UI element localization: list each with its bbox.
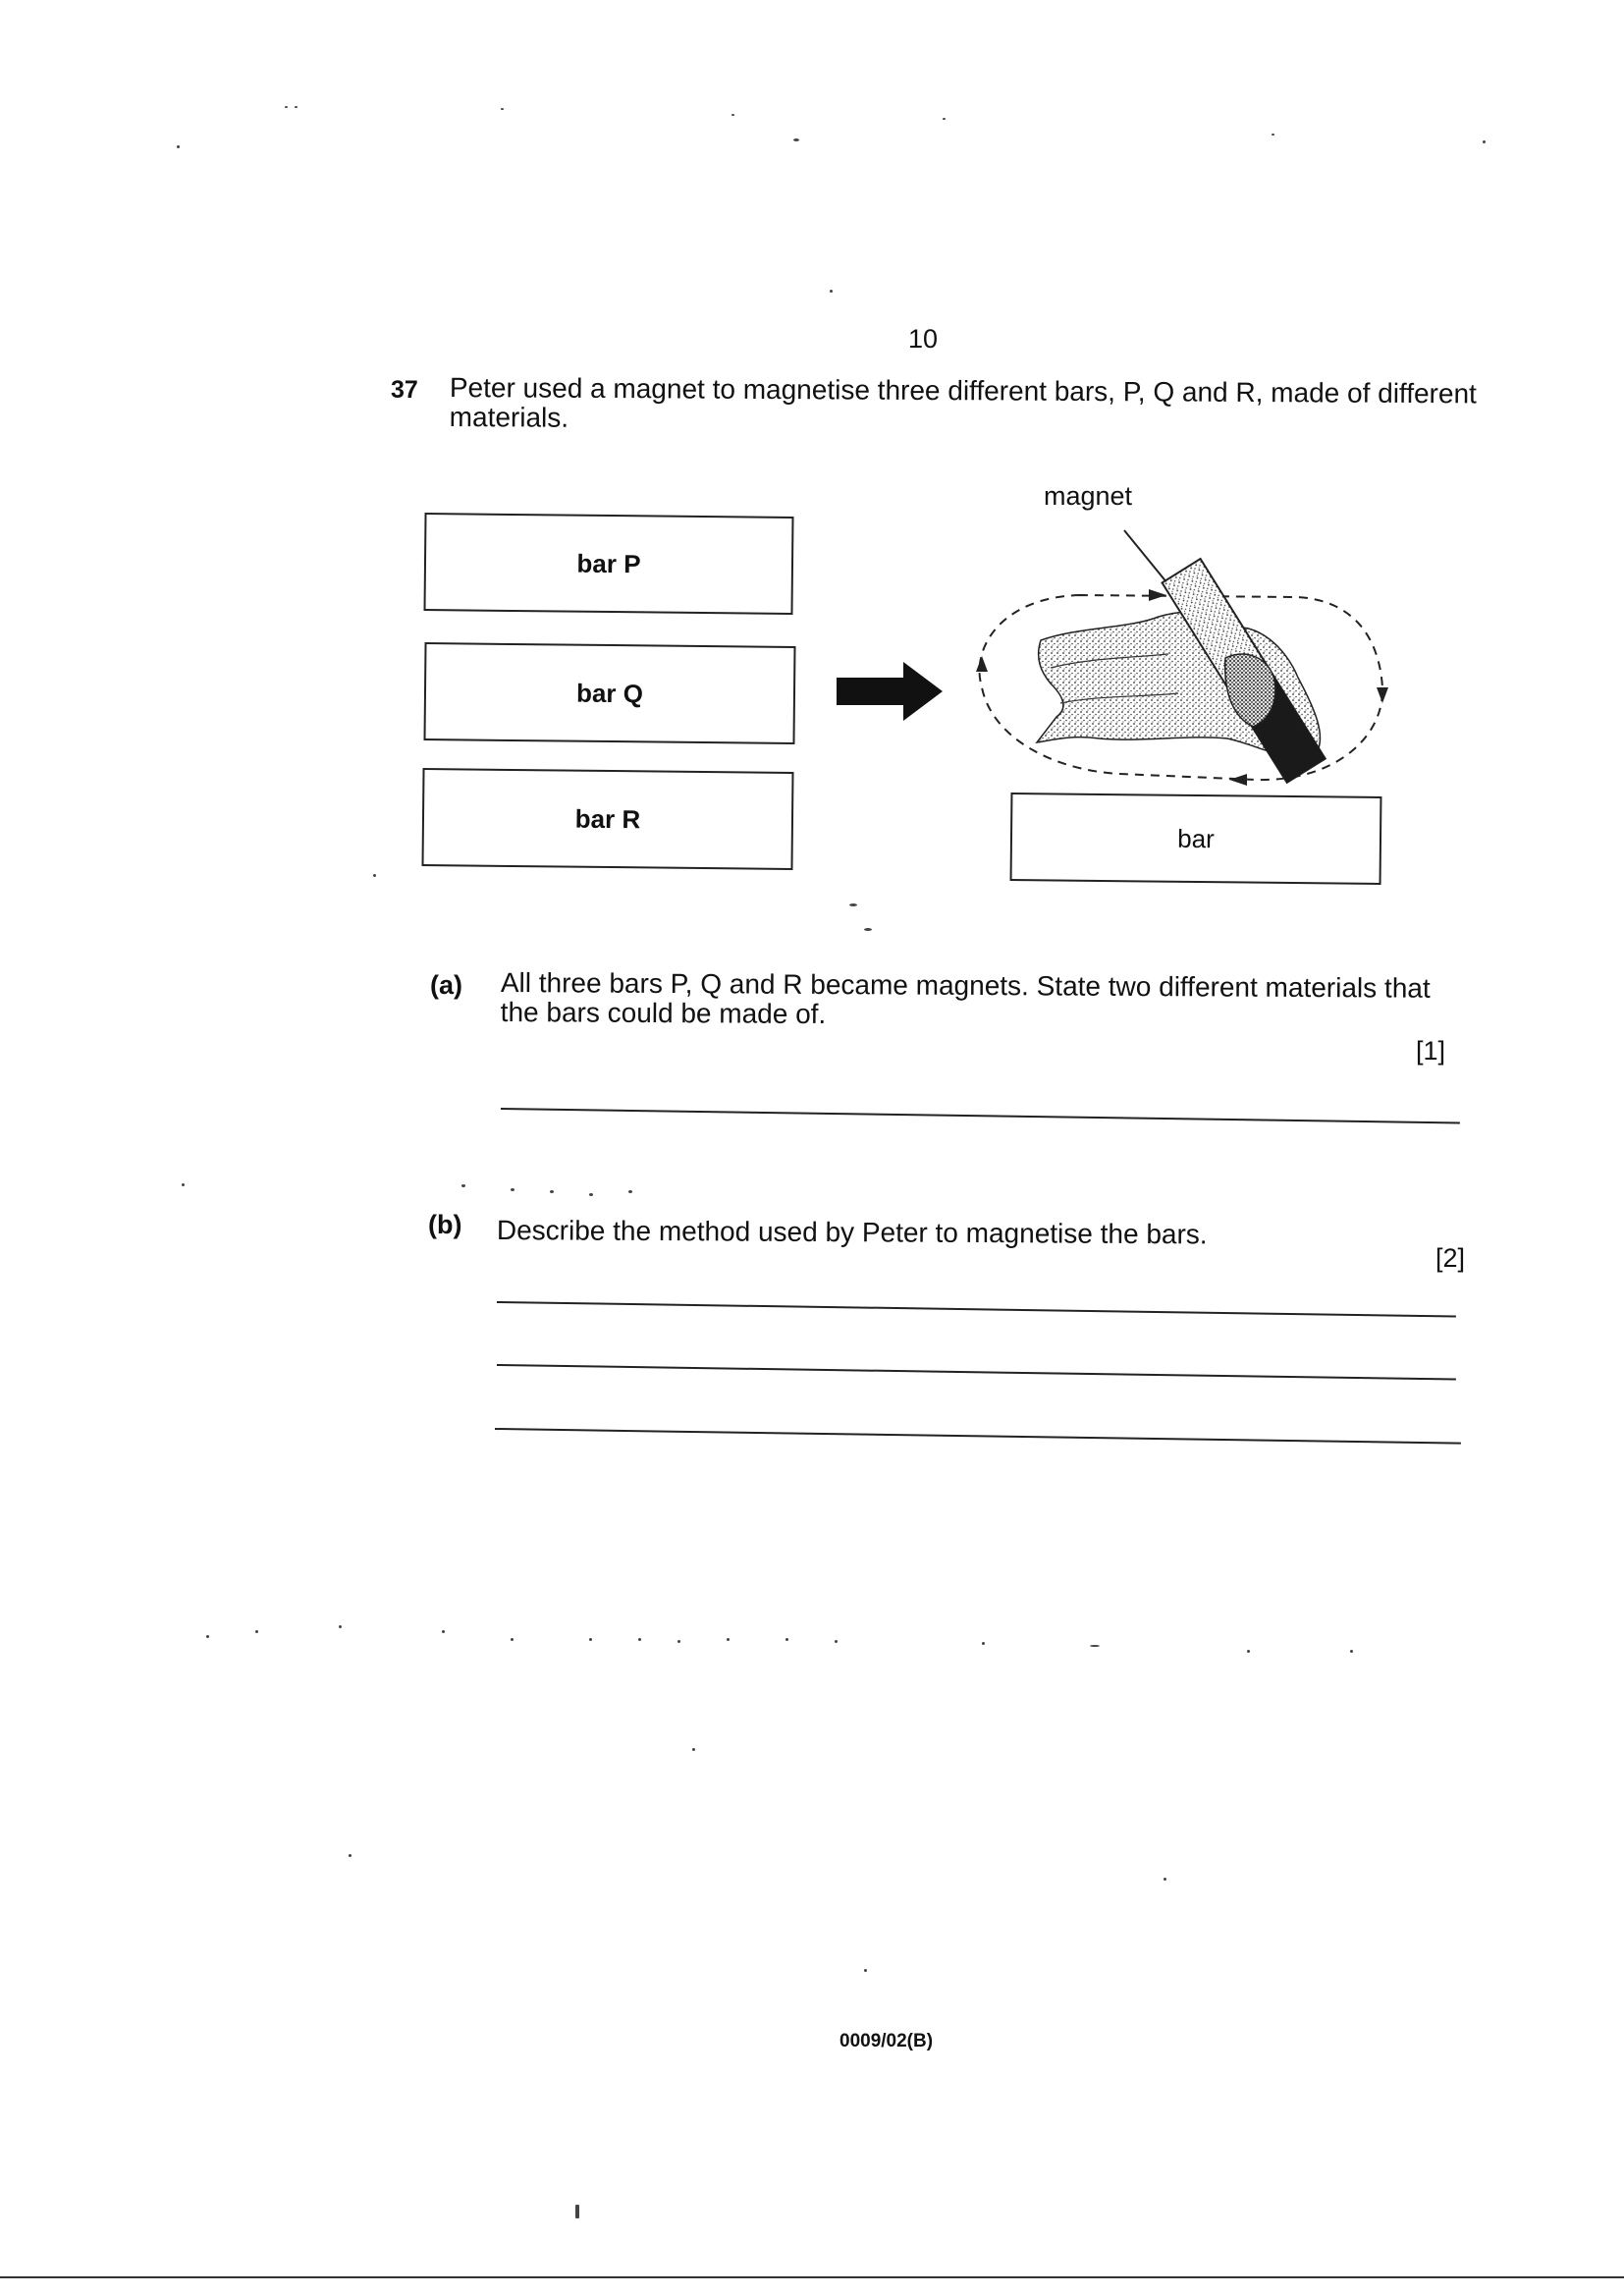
part-a-label: (a) [430, 970, 462, 1000]
scan-speck [793, 138, 799, 141]
scan-speck [638, 1638, 641, 1641]
target-bar-box [1010, 793, 1382, 885]
bar-q-box [423, 642, 795, 744]
bar-r-box [421, 768, 793, 870]
scan-speck [206, 1635, 209, 1638]
bar-p-label: bar P [576, 548, 641, 578]
answer-line-a1[interactable] [501, 1108, 1460, 1123]
scan-speck [864, 1969, 867, 1972]
scan-speck [589, 1638, 592, 1641]
scan-speck [731, 114, 734, 116]
answer-line-b2[interactable] [497, 1364, 1456, 1380]
scan-speck [255, 1630, 258, 1633]
question-number: 37 [391, 376, 418, 404]
part-a-text: All three bars P, Q and R became magnets. State two different materials that the bars could be made of. [500, 967, 1431, 1030]
scan-speck [727, 1638, 730, 1641]
hand-stroking-magnet-illustration [962, 511, 1394, 805]
bar-p-box [423, 513, 793, 615]
part-a-marks: [1] [1416, 1036, 1446, 1066]
scan-speck [982, 1642, 985, 1645]
scan-speck [835, 1640, 838, 1643]
scan-speck [182, 1183, 185, 1186]
scan-speck [1247, 1650, 1250, 1653]
scan-speck [1350, 1650, 1353, 1653]
part-b-label: (b) [428, 1210, 462, 1239]
scan-speck [864, 928, 872, 931]
scan-speck [349, 1854, 352, 1857]
scan-speck [177, 145, 180, 148]
scan-speck [373, 874, 376, 877]
bar-q-label: bar Q [575, 678, 644, 708]
answer-line-b3[interactable] [495, 1428, 1461, 1445]
scan-speck [550, 1190, 554, 1193]
right-arrow-icon [835, 660, 945, 723]
scan-speck [1272, 134, 1274, 136]
part-b-marks: [2] [1435, 1243, 1466, 1273]
scan-speck [295, 106, 298, 108]
scan-speck [285, 106, 288, 108]
bottom-rule [0, 2276, 1624, 2278]
scan-speck [511, 1188, 514, 1191]
scan-speck [1483, 140, 1486, 143]
scan-speck [692, 1748, 695, 1751]
question-text: Peter used a magnet to magnetise three different bars, P, Q and R, made of different materials. [449, 372, 1477, 433]
scan-speck [339, 1625, 342, 1628]
scan-speck [575, 2205, 579, 2218]
page-number: 10 [908, 324, 939, 354]
scan-speck [830, 290, 833, 293]
scan-speck [442, 1630, 445, 1633]
scan-speck [461, 1184, 465, 1187]
scan-speck [589, 1193, 593, 1196]
bar-r-label: bar R [574, 803, 641, 834]
footer-paper-code: 0009/02(B) [839, 2031, 934, 2051]
scan-speck [785, 1638, 788, 1641]
scan-speck [1090, 1645, 1100, 1647]
scan-speck [501, 108, 504, 110]
scan-speck [677, 1640, 680, 1643]
scan-speck [1164, 1878, 1166, 1881]
target-bar-label: bar [1177, 823, 1215, 853]
scan-speck [511, 1638, 514, 1641]
scan-speck [943, 118, 946, 120]
magnet-label: magnet [1044, 481, 1133, 511]
scan-speck [628, 1190, 632, 1193]
scan-speck [849, 903, 857, 906]
answer-line-b1[interactable] [497, 1301, 1456, 1317]
part-b-text: Describe the method used by Peter to magnetise the bars. [496, 1215, 1208, 1250]
